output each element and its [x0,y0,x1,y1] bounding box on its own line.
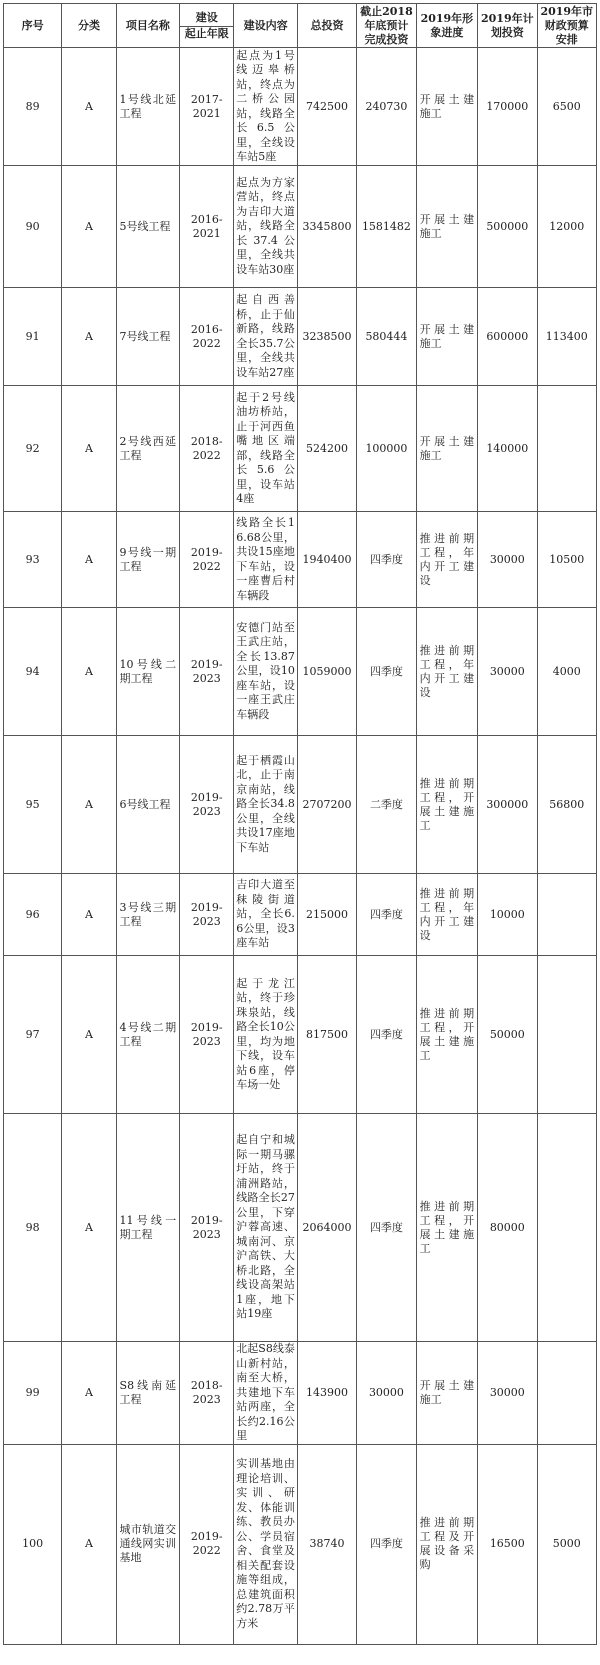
cell-plan-2019: 30000 [478,512,537,608]
cell-fiscal-2019 [537,874,596,956]
cell-total: 524200 [297,386,356,512]
cell-progress-2019: 推进前期工程，年内开工建设 [416,874,477,956]
cell-name: 城市轨道交通线网实训基地 [116,1444,180,1644]
header-period-top: 建设 [180,11,233,27]
cell-category: A [62,48,116,166]
cell-period: 2019-2023 [180,1114,234,1342]
cell-fiscal-2019: 12000 [537,166,596,288]
table-row [4,608,597,736]
cell-name: 5号线工程 [116,166,180,288]
cell-plan-2019: 30000 [478,1342,537,1445]
header-total: 总投资 [297,4,356,48]
cell-plan-2019: 10000 [478,874,537,956]
table-row [4,874,597,956]
cell-total: 38740 [297,1444,356,1644]
cell-plan-2019: 16500 [478,1444,537,1644]
cell-done-2018: 240730 [357,48,416,166]
table-row [4,1342,597,1445]
cell-category: A [62,956,116,1114]
cell-category: A [62,166,116,288]
cell-period: 2019-2023 [180,736,234,874]
cell-no: 98 [4,1114,62,1342]
cell-period: 2016-2022 [180,288,234,386]
cell-content: 实训基地由理论培训、实训、研发、体能训练、教员办公、学员宿舍、食堂及相关配套设施等组成，总建筑面积约2.78万平方米 [234,1444,298,1644]
cell-no: 90 [4,166,62,288]
cell-plan-2019: 50000 [478,956,537,1114]
cell-category: A [62,1342,116,1445]
cell-done-2018: 30000 [357,1342,416,1445]
cell-category: A [62,608,116,736]
cell-done-2018: 四季度 [357,1114,416,1342]
cell-done-2018: 四季度 [357,874,416,956]
cell-period: 2017-2021 [180,48,234,166]
cell-category: A [62,288,116,386]
cell-done-2018: 四季度 [357,608,416,736]
header-category: 分类 [62,4,116,48]
cell-fiscal-2019 [537,956,596,1114]
cell-category: A [62,736,116,874]
cell-fiscal-2019: 10500 [537,512,596,608]
cell-name: 1号线北延工程 [116,48,180,166]
table-row [4,166,597,288]
cell-progress-2019: 开展土建施工 [416,386,477,512]
cell-progress-2019: 开展土建施工 [416,48,477,166]
cell-done-2018: 四季度 [357,1444,416,1644]
cell-progress-2019: 推进前期工程，开展土建施工 [416,956,477,1114]
cell-no: 96 [4,874,62,956]
cell-no: 99 [4,1342,62,1445]
cell-progress-2019: 推进前期工程，年内开工建设 [416,608,477,736]
cell-plan-2019: 300000 [478,736,537,874]
cell-done-2018: 100000 [357,386,416,512]
cell-total: 1059000 [297,608,356,736]
cell-category: A [62,1114,116,1342]
cell-name: 10号线二期工程 [116,608,180,736]
header-fiscal-2019: 2019年市财政预算安排 [537,4,596,48]
cell-fiscal-2019 [537,386,596,512]
cell-plan-2019: 600000 [478,288,537,386]
cell-done-2018: 四季度 [357,512,416,608]
cell-no: 97 [4,956,62,1114]
cell-plan-2019: 30000 [478,608,537,736]
cell-no: 89 [4,48,62,166]
cell-period: 2019-2023 [180,956,234,1114]
cell-name: 4号线二期工程 [116,956,180,1114]
cell-progress-2019: 推进前期工程，年内开工建设 [416,512,477,608]
header-period-bottom: 起止年限 [184,26,229,40]
cell-fiscal-2019: 6500 [537,48,596,166]
cell-progress-2019: 开展土建施工 [416,288,477,386]
cell-content: 起自宁和城际一期马骡圩站，终于浦洲路站，线路全长27公里，下穿沪蓉高速、城南河、京沪高铁、大桥北路，全线设高架站1座，地下站19座 [234,1114,298,1342]
cell-content: 线路全长16.68公里，共设15座地下车站，设一座曹后村车辆段 [234,512,298,608]
cell-period: 2019-2023 [180,608,234,736]
cell-fiscal-2019: 113400 [537,288,596,386]
table-row [4,512,597,608]
cell-done-2018: 二季度 [357,736,416,874]
cell-content: 起于2号线油坊桥站，止于河西鱼嘴地区端部，线路全长5.6公里，设车站4座 [234,386,298,512]
cell-name: 6号线工程 [116,736,180,874]
cell-no: 94 [4,608,62,736]
cell-category: A [62,874,116,956]
cell-plan-2019: 170000 [478,48,537,166]
header-period [180,4,234,48]
cell-no: 95 [4,736,62,874]
cell-plan-2019: 80000 [478,1114,537,1342]
cell-period: 2019-2023 [180,874,234,956]
cell-period: 2018-2023 [180,1342,234,1445]
cell-name: 2号线西延工程 [116,386,180,512]
cell-no: 92 [4,386,62,512]
cell-total: 742500 [297,48,356,166]
table-row [4,48,597,166]
table-row [4,1444,597,1644]
cell-content: 起自西善桥，止于仙新路，线路全长35.7公里，全线共设车站27座 [234,288,298,386]
cell-fiscal-2019 [537,1342,596,1445]
header-content: 建设内容 [234,4,298,48]
table-row [4,288,597,386]
cell-fiscal-2019: 4000 [537,608,596,736]
cell-progress-2019: 开展土建施工 [416,1342,477,1445]
cell-name: 3号线三期工程 [116,874,180,956]
cell-plan-2019: 140000 [478,386,537,512]
cell-total: 2064000 [297,1114,356,1342]
cell-period: 2019-2022 [180,1444,234,1644]
cell-progress-2019: 开展土建施工 [416,166,477,288]
cell-content: 起点为1号线迈皋桥站，终点为二桥公园站，线路全长6.5公里，全线设车站5座 [234,48,298,166]
cell-plan-2019: 500000 [478,166,537,288]
cell-name: 11号线一期工程 [116,1114,180,1342]
cell-name: S8线南延工程 [116,1342,180,1445]
header-name: 项目名称 [116,4,180,48]
table-row [4,1114,597,1342]
header-progress-2019: 2019年形象进度 [416,4,477,48]
cell-done-2018: 580444 [357,288,416,386]
cell-total: 2707200 [297,736,356,874]
cell-category: A [62,512,116,608]
cell-total: 3345800 [297,166,356,288]
cell-category: A [62,1444,116,1644]
cell-fiscal-2019: 56800 [537,736,596,874]
cell-total: 1940400 [297,512,356,608]
cell-content: 起于龙江站，终于珍珠泉站，线路全长10公里，均为地下线，设车站6座，停车场一处 [234,956,298,1114]
table-row [4,736,597,874]
cell-category: A [62,386,116,512]
cell-done-2018: 四季度 [357,956,416,1114]
cell-content: 起于栖霞山北，止于南京南站，线路全长34.8公里，全线共设17座地下车站 [234,736,298,874]
cell-period: 2019-2022 [180,512,234,608]
cell-progress-2019: 推进前期工程及开展设备采购 [416,1444,477,1644]
cell-period: 2018-2022 [180,386,234,512]
cell-no: 100 [4,1444,62,1644]
cell-no: 93 [4,512,62,608]
table-row [4,956,597,1114]
header-no: 序号 [4,4,62,48]
cell-total: 143900 [297,1342,356,1445]
cell-name: 7号线工程 [116,288,180,386]
cell-content: 吉印大道至秣陵街道站，全长6.6公里，设3座车站 [234,874,298,956]
header-plan-2019: 2019年计划投资 [478,4,537,48]
cell-fiscal-2019 [537,1114,596,1342]
header-row [4,4,597,48]
cell-no: 91 [4,288,62,386]
investment-table [3,3,597,1645]
cell-name: 9号线一期工程 [116,512,180,608]
cell-period: 2016-2021 [180,166,234,288]
cell-progress-2019: 推进前期工程，开展土建施工 [416,736,477,874]
cell-content: 北起S8线泰山新村站，南至大桥，共建地下车站两座，全长约2.16公里 [234,1342,298,1445]
cell-done-2018: 1581482 [357,166,416,288]
cell-total: 215000 [297,874,356,956]
header-done-2018: 截止2018年底预计完成投资 [357,4,416,48]
cell-fiscal-2019: 5000 [537,1444,596,1644]
cell-progress-2019: 推进前期工程，开展土建施工 [416,1114,477,1342]
cell-content: 安德门站至王武庄站，全长13.87公里，设10座车站，设一座王武庄车辆段 [234,608,298,736]
cell-total: 817500 [297,956,356,1114]
cell-content: 起点为方家营站，终点为吉印大道站，线路全长37.4公里，全线共设车站30座 [234,166,298,288]
table-row [4,386,597,512]
cell-total: 3238500 [297,288,356,386]
